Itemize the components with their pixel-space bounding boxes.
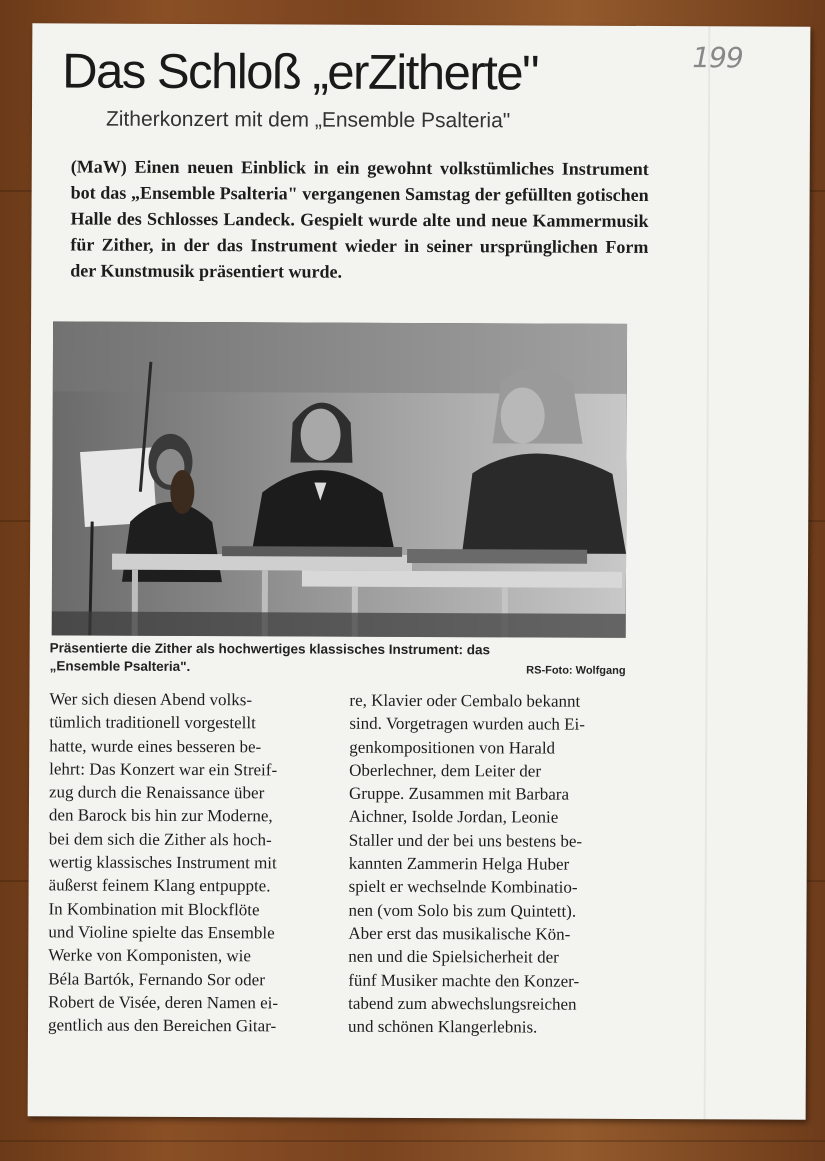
subheadline: Zitherkonzert mit dem „Ensemble Psalteria" xyxy=(105,107,511,133)
photo-illustration xyxy=(52,321,627,638)
body-column-1: Wer sich diesen Abend volks- tümlich traditionell vorgestellt hatte, wurde eines besseren be- lehrt: Das Konzert war ein Streif- zug durch die Renaissance über den Barock bis hin zur Moderne, bei dem sich die Zither als hoch- wertig klassisches Instrument mit äußerst feinem Klang entpuppte. In Kombination mit Blockflöte und Violine spielte das Ensemble Werke von Komponisten, wie Béla Bartók, Fernando Sor oder Robert de Visée, deren Namen ei- gentlich aus den Bereichen Gitar- xyxy=(47,689,279,1036)
lead-paragraph: (MaW) Einen neuen Einblick in ein gewohnt volkstümliches Instrument bot das „Ensemble Psalteria" vergangenen Samstag der gefüllten gotischen Halle des Schlosses Landeck. Gespielt wurde alte und neue Kammermusik für Zither, in der das Instrument wieder in seiner ursprünglichen Form der Kunstmusik präsentiert wurde. xyxy=(70,156,649,282)
handwritten-page-number: 199 xyxy=(692,41,743,75)
headline: Das Schloß „erZitherte" xyxy=(62,44,539,101)
body-column-2: re, Klavier oder Cembalo bekannt sind. Vorgetragen wurden auch Ei- genkompositionen von Harald Oberlechner, dem Leiter der Gruppe. Zusammen mit Barbara Aichner, Isolde Jordan, Leonie Staller und der bei uns bestens be- kannten Zammerin Helga Huber spielt er wechselnde Kombinatio- nen (vom Solo bis zum Quintett). Aber erst das musikalische Kön- nen und die Spielsicherheit der fünf Musiker machte den Konzer- tabend zum abwechslungsreichen und schönen Klangerlebnis. xyxy=(347,690,585,1037)
newspaper-clipping xyxy=(28,23,811,1119)
concert-photo xyxy=(52,321,627,638)
caption-text: Präsentierte die Zither als hochwertiges klassisches Instrument: das „Ensemble Psalteria". xyxy=(49,640,491,675)
photo-credit: RS-Foto: Wolfgang xyxy=(526,664,626,677)
article xyxy=(48,33,713,1108)
photo-caption xyxy=(50,639,626,678)
